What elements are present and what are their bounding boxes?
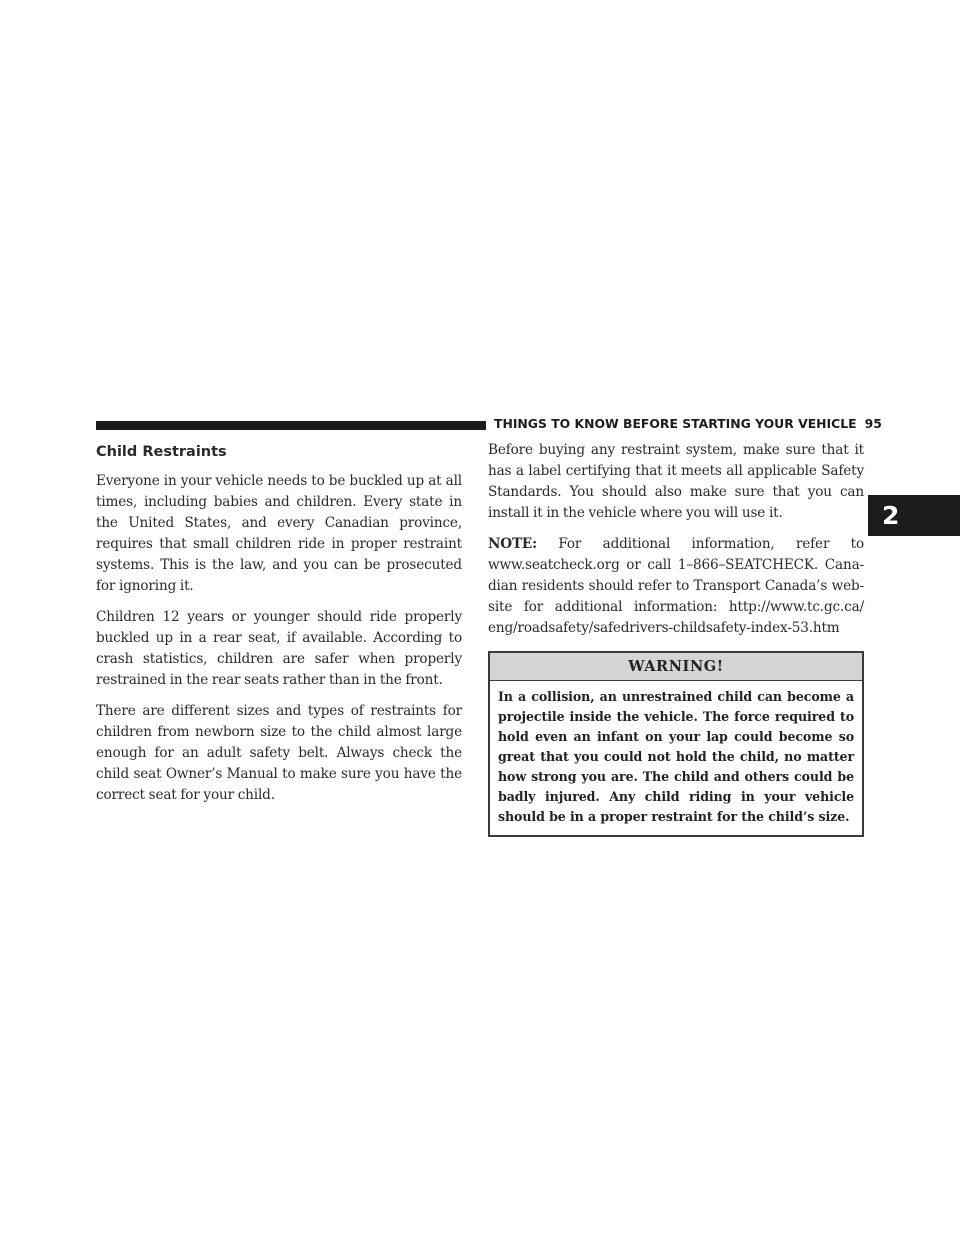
running-header [494,414,882,434]
chapter-tab [868,495,960,536]
right-column [488,440,864,837]
paragraph-before-buying: Before buying any restraint system, make sure that it has a label certifying that it meets all applicable Safety Standards. You should also make sure that you can install it in the vehicle where you will use it. [488,442,864,521]
section-heading: Child Restraints [96,444,227,460]
header-rule [96,421,486,430]
warning-box [488,651,864,837]
page-number: 95 [864,416,882,431]
running-header-title: THINGS TO KNOW BEFORE STARTING YOUR VEHICLE [494,416,857,431]
note-paragraph [488,534,864,639]
warning-title: WARNING! [490,653,862,681]
note-text: For additional information, refer to www.seatcheck.org or call 1–866–SEATCHECK. Cana-dian residents should refer to Transport Canada’s web-site for additional information: http://www.tc.gc.ca/ eng/roadsafety/safedrivers-childsafety-index-53.htm [488,536,864,636]
warning-text: In a collision, an unrestrained child can become a projectile inside the vehicle. The force required to hold even an infant on your lap could become so great that you could not hold the child, no matter how strong you are. The child and others could be badly injured. Any child riding in your vehicle should be in a proper restraint for the child’s size. [498,689,854,824]
paragraph-rear-seat: Children 12 years or younger should ride properly buckled up in a rear seat, if available. According to crash statistics, children are safer when properly restrained in the rear seats rather than in the front. [96,609,462,688]
note-label: NOTE: [488,536,538,552]
paragraph-restraint-types: There are different sizes and types of restraints for children from newborn size to the child almost large enough for an adult safety belt. Always check the child seat Owner’s Manual to make sure you have the correct seat for your child. [96,703,462,803]
paragraph-buckle-up: Everyone in your vehicle needs to be buckled up at all times, including babies and children. Every state in the United States, and every Canadian province, requires that small children ride in proper restraint systems. This is the law, and you can be prosecuted for ignoring it. [96,473,462,594]
left-column [96,440,462,816]
chapter-number: 2 [882,501,900,530]
